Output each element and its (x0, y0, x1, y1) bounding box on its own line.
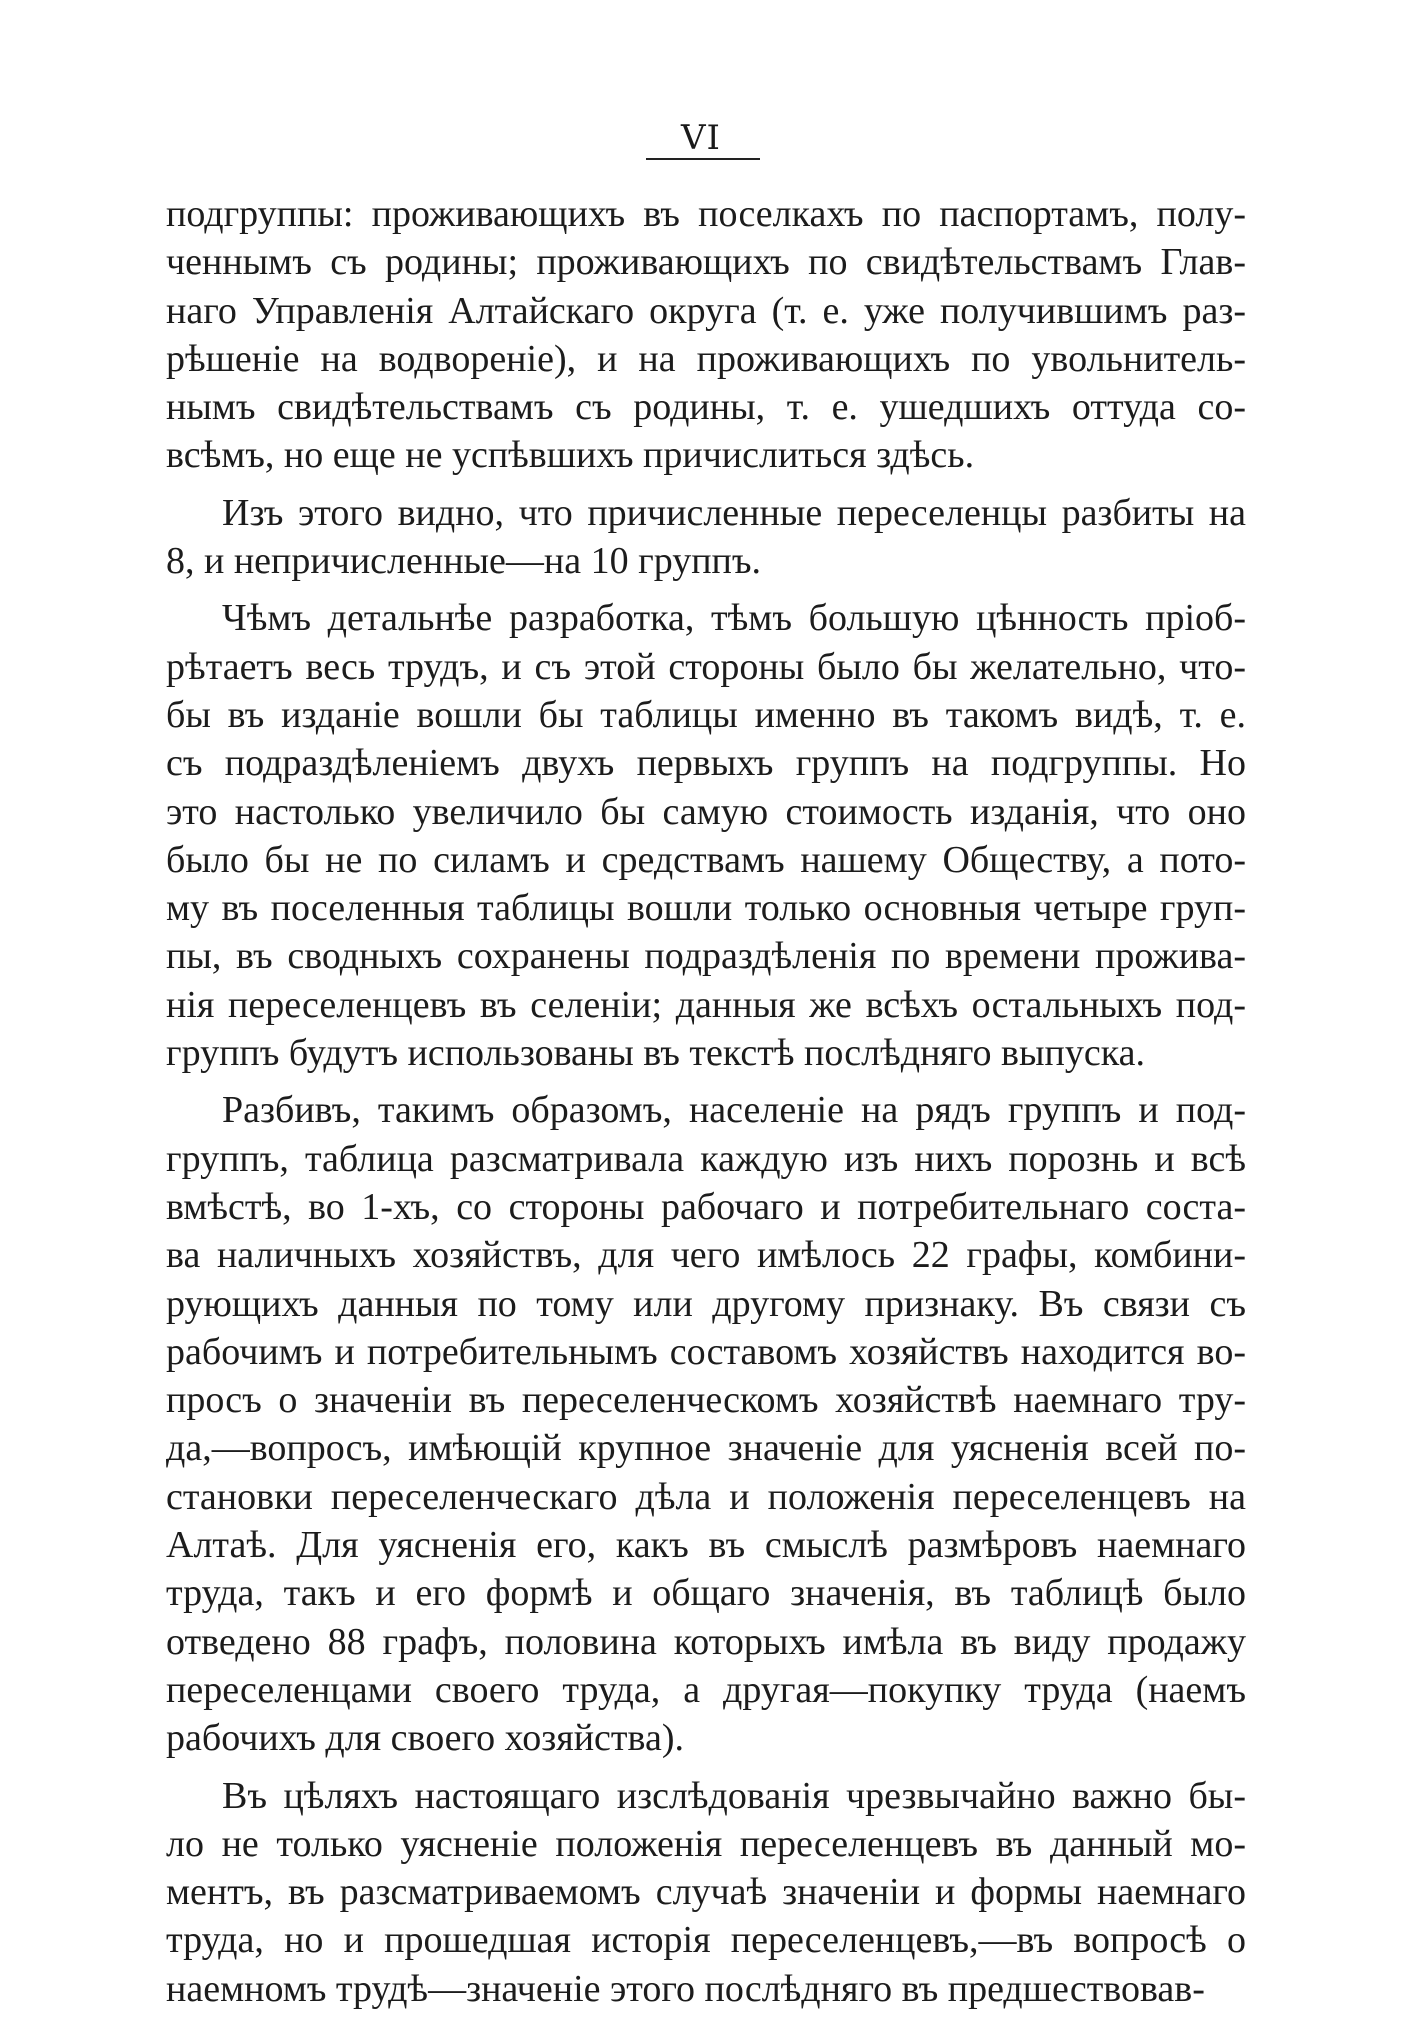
text-line: ва наличныхъ хозяйствъ, для чего имѣлось 22 графы, комбини- (166, 1234, 1246, 1277)
text-line: рѣшеніе на водвореніе), и на проживающихъ по увольнитель- (166, 337, 1246, 380)
body-text (166, 190, 1246, 2022)
text-line: это настолько увеличило бы самую стоимость изданія, что оно (166, 790, 1246, 833)
text-line: съ подраздѣленіемъ двухъ первыхъ группъ на подгруппы. Но (166, 742, 1246, 785)
text-line: ченнымъ съ родины; проживающихъ по свидѣтельствамъ Глав- (166, 241, 1246, 284)
text-line: наго Управленія Алтайскаго округа (т. е. уже получившимъ раз- (166, 289, 1246, 332)
text-line: Изъ этого видно, что причисленные переселенцы разбиты на (222, 491, 1246, 534)
paragraph (166, 1772, 1246, 2013)
text-line: бы въ изданіе вошли бы таблицы именно въ такомъ видѣ, т. е. (166, 693, 1246, 736)
text-line: группъ, таблица разсматривала каждую изъ нихъ порознь и всѣ (166, 1137, 1246, 1180)
text-line: да,—вопросъ, имѣющій крупное значеніе для уясненія всей по- (166, 1427, 1246, 1470)
text-line: Разбивъ, такимъ образомъ, населеніе на рядъ группъ и под- (222, 1089, 1246, 1132)
text-line: вмѣстѣ, во 1-хъ, со стороны рабочаго и потребительнаго соста- (166, 1185, 1246, 1228)
text-line: труда, такъ и его формѣ и общаго значенія, въ таблицѣ было (166, 1572, 1246, 1615)
text-line: 8, и непричисленные—на 10 группъ. (166, 540, 762, 583)
text-line: отведено 88 графъ, половина которыхъ имѣла въ виду продажу (166, 1620, 1246, 1663)
text-line: рабочимъ и потребительнымъ составомъ хозяйствъ находится во- (166, 1330, 1246, 1373)
text-line: рабочихъ для своего хозяйства). (166, 1717, 684, 1760)
text-line: Въ цѣляхъ настоящаго изслѣдованія чрезвычайно важно бы- (222, 1774, 1246, 1817)
paragraph (166, 489, 1246, 586)
text-line: нымъ свидѣтельствамъ съ родины, т. е. ушедшихъ оттуда со- (166, 386, 1246, 429)
text-line: Алтаѣ. Для уясненія его, какъ въ смыслѣ размѣровъ наемнаго (166, 1524, 1246, 1567)
text-line: Чѣмъ детальнѣе разработка, тѣмъ большую цѣнность пріоб- (222, 597, 1246, 640)
paragraph (166, 1086, 1246, 1762)
text-line: становки переселенческаго дѣла и положенія переселенцевъ на (166, 1475, 1246, 1518)
text-line: ло не только уясненіе положенія переселенцевъ въ данный мо- (166, 1822, 1246, 1865)
text-line: переселенцами своего труда, а другая—покупку труда (наемъ (166, 1668, 1246, 1711)
page-number: VI (681, 118, 721, 158)
paragraph (166, 190, 1246, 480)
text-line: просъ о значеніи въ переселенческомъ хозяйствѣ наемнаго тру- (166, 1379, 1246, 1422)
text-line: наемномъ трудѣ—значеніе этого послѣдняго въ предшествовав- (166, 1967, 1205, 2010)
text-line: пы, въ сводныхъ сохранены подраздѣленія по времени прожива- (166, 935, 1246, 978)
text-line: ментъ, въ разсматриваемомъ случаѣ значеніи и формы наемнаго (166, 1871, 1246, 1914)
text-line: труда, но и прошедшая исторія переселенцевъ,—въ вопросѣ о (166, 1919, 1246, 1962)
text-line: подгруппы: проживающихъ въ поселкахъ по паспортамъ, полу- (166, 193, 1246, 235)
page-number-rule (646, 158, 760, 160)
paragraph (166, 594, 1246, 1077)
text-line: всѣмъ, но еще не успѣвшихъ причислиться здѣсь. (166, 434, 975, 477)
text-line: было бы не по силамъ и средствамъ нашему Обществу, а пото- (166, 838, 1246, 881)
text-line: нія переселенцевъ въ селеніи; данныя же всѣхъ остальныхъ под- (166, 983, 1246, 1026)
text-line: рующихъ данныя по тому или другому признаку. Въ связи съ (166, 1282, 1246, 1325)
text-line: группъ будутъ использованы въ текстѣ послѣдняго выпуска. (166, 1032, 1145, 1075)
text-line: рѣтаетъ весь трудъ, и съ этой стороны было бы желательно, что- (166, 645, 1246, 688)
text-line: му въ поселенныя таблицы вошли только основныя четыре груп- (166, 887, 1246, 930)
